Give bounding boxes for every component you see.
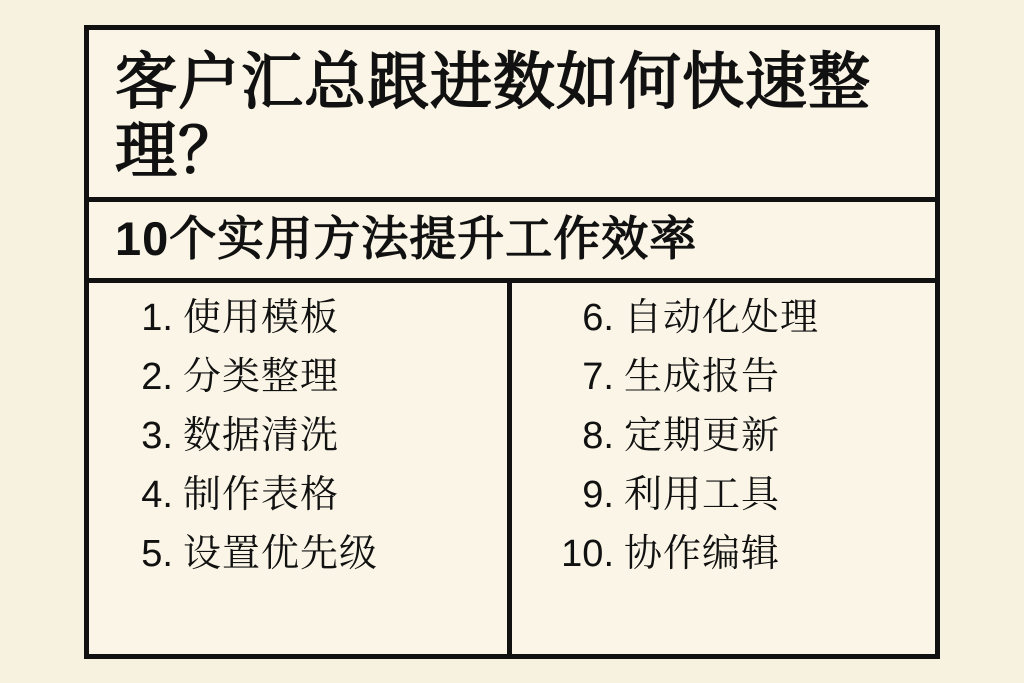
list-item-label: 数据清洗 bbox=[183, 414, 340, 457]
list-item-number: 10. bbox=[561, 532, 614, 575]
list-item-number: 3. bbox=[141, 414, 173, 457]
list-item bbox=[540, 473, 925, 516]
list-item-number: 5. bbox=[141, 532, 173, 575]
list-item-label: 利用工具 bbox=[624, 473, 781, 516]
list-item bbox=[111, 355, 497, 398]
list-item-number: 8. bbox=[582, 414, 614, 457]
list-item-number: 1. bbox=[141, 296, 173, 339]
right-column bbox=[512, 283, 935, 654]
list-item-label: 协作编辑 bbox=[624, 532, 781, 575]
poster-card bbox=[84, 25, 940, 659]
left-column bbox=[89, 283, 512, 654]
page-subtitle: 10个实用方法提升工作效率 bbox=[115, 211, 698, 265]
list-item bbox=[111, 296, 497, 339]
list-item bbox=[111, 532, 497, 575]
page-title: 客户汇总跟进数如何快速整理？ bbox=[115, 48, 872, 187]
list-item bbox=[111, 414, 497, 457]
list-item-label: 生成报告 bbox=[624, 355, 781, 398]
list-item bbox=[540, 414, 925, 457]
list-item-label: 使用模板 bbox=[183, 296, 340, 339]
list-item bbox=[540, 355, 925, 398]
list-item-label: 制作表格 bbox=[183, 473, 340, 516]
list-item-label: 分类整理 bbox=[183, 355, 340, 398]
list-item-number: 2. bbox=[141, 355, 173, 398]
list-item-number: 6. bbox=[582, 296, 614, 339]
subtitle-section bbox=[89, 202, 935, 283]
list-item-label: 定期更新 bbox=[624, 414, 781, 457]
list-item bbox=[540, 532, 925, 575]
title-section bbox=[89, 30, 935, 202]
list-columns bbox=[89, 283, 935, 654]
list-item bbox=[111, 473, 497, 516]
list-item-number: 9. bbox=[582, 473, 614, 516]
list-item-label: 设置优先级 bbox=[183, 532, 379, 575]
list-item bbox=[540, 296, 925, 339]
list-item-number: 4. bbox=[141, 473, 173, 516]
list-item-label: 自动化处理 bbox=[624, 296, 820, 339]
list-item-number: 7. bbox=[582, 355, 614, 398]
